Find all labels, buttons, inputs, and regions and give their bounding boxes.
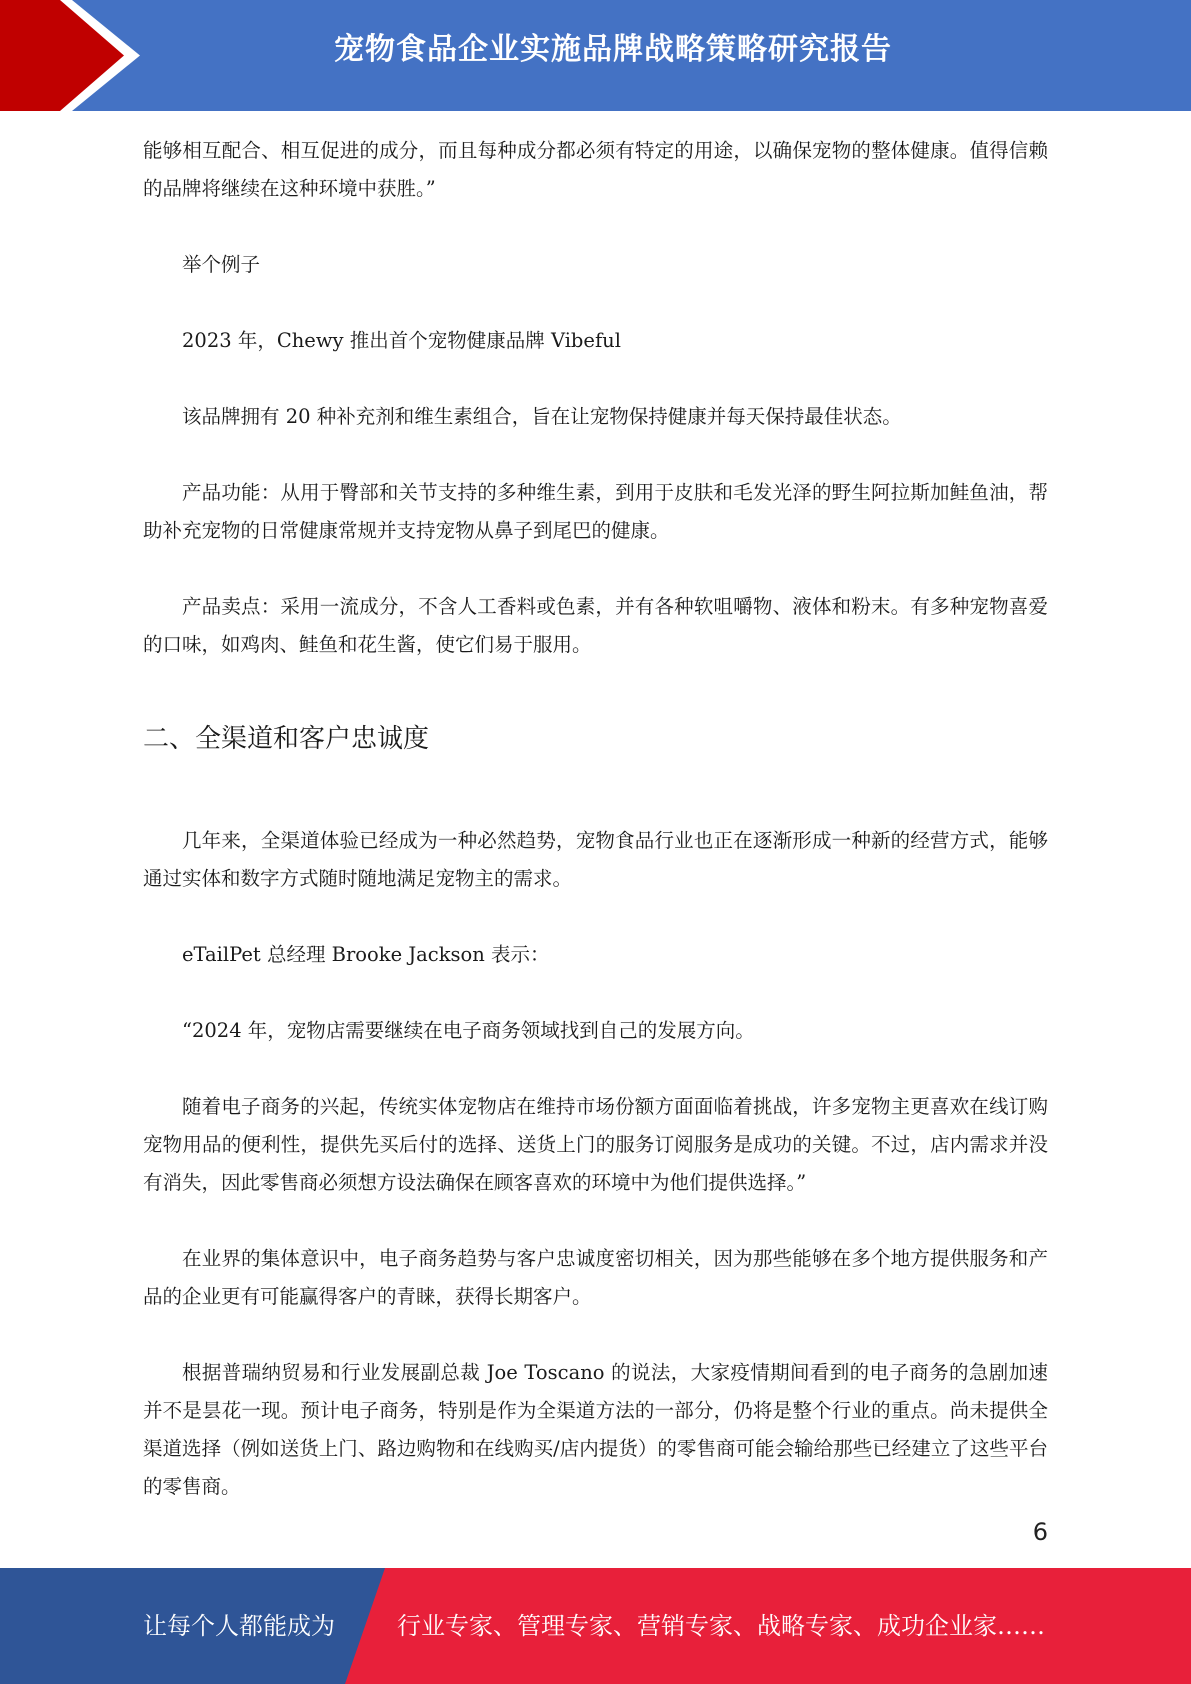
paragraph-selling-points: 产品卖点：采用一流成分，不含人工香料或色素，并有各种软咀嚼物、液体和粉末。有多种宠物喜爱的口味，如鸡肉、鲑鱼和花生酱，使它们易于服用。: [143, 595, 1048, 656]
paragraph-example-label: 举个例子: [182, 253, 261, 276]
paragraph-purina-view: 根据普瑞纳贸易和行业发展副总裁 Joe Toscano 的说法，大家疫情期间看到的电子商务的急剧加速并不是昙花一现。预计电子商务，特别是作为全渠道方法的一部分，仍将是整个行业的重点。尚未提供全渠道选择（例如送货上门、路边购物和在线购买/店内提货）的零售商可能会输给那些已经建立了这些平台的零售商。: [143, 1361, 1048, 1498]
paragraph-product-function: 产品功能：从用于臀部和关节支持的多种维生素，到用于皮肤和毛发光泽的野生阿拉斯加鲑鱼油，帮助补充宠物的日常健康常规并支持宠物从鼻子到尾巴的健康。: [143, 481, 1048, 542]
report-title: 宠物食品企业实施品牌战略策略研究报告: [334, 32, 892, 67]
paragraph-brand-supplements: 该品牌拥有 20 种补充剂和维生素组合，旨在让宠物保持健康并每天保持最佳状态。: [182, 405, 902, 428]
paragraph-omnichannel-trend: 几年来，全渠道体验已经成为一种必然趋势，宠物食品行业也正在逐渐形成一种新的经营方式，能够通过实体和数字方式随时随地满足宠物主的需求。: [143, 829, 1048, 890]
paragraph-chewy-launch: 2023 年，Chewy 推出首个宠物健康品牌 Vibeful: [182, 329, 621, 352]
footer-slogan-right: 行业专家、管理专家、营销专家、战略专家、成功企业家……: [397, 1612, 1045, 1640]
paragraph-quote-end: 能够相互配合、相互促进的成分，而且每种成分都必须有特定的用途，以确保宠物的整体健康。值得信赖的品牌将继续在这种环境中获胜。”: [143, 139, 1048, 200]
footer-slogan-left: 让每个人都能成为: [143, 1612, 335, 1640]
page-header: [0, 0, 1191, 111]
paragraph-ecommerce-challenge: 随着电子商务的兴起，传统实体宠物店在维持市场份额方面面临着挑战，许多宠物主更喜欢在线订购宠物用品的便利性，提供先买后付的选择、送货上门的服务订阅服务是成功的关键。不过，店内需求并没有消失，因此零售商必须想方设法确保在顾客喜欢的环境中为他们提供选择。”: [143, 1095, 1048, 1194]
page-number: 6: [1032, 1518, 1048, 1546]
paragraph-quote-2024: “2024 年，宠物店需要继续在电子商务领域找到自己的发展方向。: [182, 1019, 755, 1042]
paragraph-etailpet-intro: eTailPet 总经理 Brooke Jackson 表示：: [182, 943, 550, 966]
section-heading: 二、全渠道和客户忠诚度: [143, 724, 430, 754]
page-content: [143, 132, 1048, 1506]
paragraph-customer-loyalty: 在业界的集体意识中，电子商务趋势与客户忠诚度密切相关，因为那些能够在多个地方提供服务和产品的企业更有可能赢得客户的青睐，获得长期客户。: [143, 1247, 1048, 1308]
page-footer: [0, 1568, 1191, 1684]
